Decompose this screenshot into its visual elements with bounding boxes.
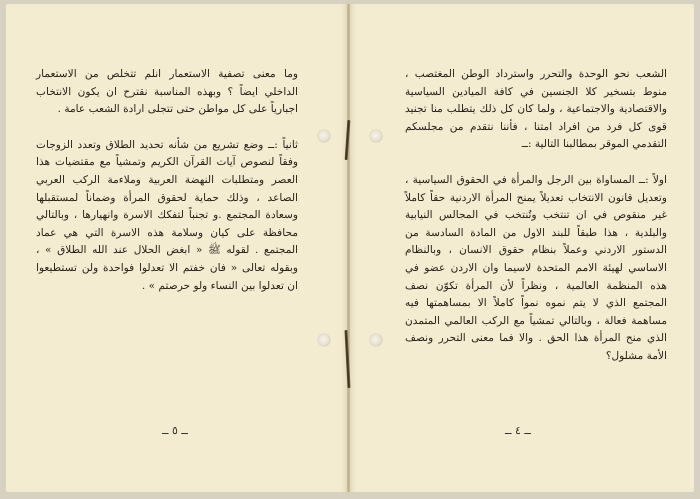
punch-hole-bottom-right [370, 334, 382, 346]
punch-hole-top-left [318, 130, 330, 142]
left-page-text [36, 66, 298, 295]
paragraph-left-2: ثانياً :ــ وضع تشريع من شأنه تحديد الطلاق وتعدد الزوجات وفقاً لنصوص آيات القرآن الكريم وتمشياً مع مقتضيات هذا العصر ومتطلبات النهضة العربية وملاءمة الركب العربي الصاعد ، وذلك حماية لحقوق المرأة وضماناً لمستقبلها وسعادة المجتمع .و تجنباً لتفكك الاسرة وانهيارها ، وبالتالي محافظة على كيان وسلامة هذه الاسرة التي هي عماد المجتمع . لقوله ﷺ « ابغض الحلال عند الله الطلاق » ، وبقوله تعالى « فان خفتم الا تعدلوا فواحدة ولن تستطيعوا ان تعدلوا بين النساء ولو حرصتم » . [36, 138, 298, 292]
page-number-left: ــ ٥ ــ [162, 424, 188, 437]
paragraph-right-2: اولاً :ــ المساواة بين الرجل والمرأة في الحقوق السياسية ، وتعديل قانون الانتخاب تعديلاً يمنح المرأة الاردنية حقاً كاملاً غير منقوص في ان تنتخب وتُنتخب في المجالس النيابية والبلدية ، هذا طبقاً للبند الاول من المادة السادسة من الدستور الاردني وعملاً بنظام حقوق الانسان ، وبالنظام الاساسي لهيئة الامم المتحدة لاسيما وان الاردن عضو في هذه المنظمة العالمية ، ونظراً لأن المرأة تكوّن نصف المجتمع الذي لا يتم نموه نمواً كاملاً الا بمساهمتها فيه مساهمة فعالة ، وبالتالي تمشياً مع الركب العالمي المتمدن الذي منح المرأة هذا الحق . والا فما معنى التحرر ونصف الأمة مشلول؟ [405, 173, 667, 362]
punch-hole-bottom-left [318, 334, 330, 346]
binding-gutter [347, 4, 350, 492]
paragraph-right-1: الشعب نحو الوحدة والتحرر واسترداد الوطن المغتصب ، منوط بتسخير كلا الجنسين في كافة الميادين السياسية والاقتصادية والاجتماعية ، ولما كان كل ذلك يتطلب منا تجنيد قوى كل فرد من افراد امتنا ، فأننا نتقدم من مجلسكم التقدمي الموقر بمطالبنا التالية :ــ [405, 68, 667, 151]
punch-hole-top-right [370, 130, 382, 142]
page-number-right: ــ ٤ ــ [505, 424, 531, 437]
right-page-text [405, 66, 667, 366]
paragraph-left-1: وما معنى تصفية الاستعمار انلم تتخلص من الاستعمار الداخلي ايضاً ؟ وبهذه المناسبة نقترح ان يكون الانتخاب اجبارياً على كل مواطن حتى تتجلى ارادة الشعب عامة . [36, 68, 298, 116]
